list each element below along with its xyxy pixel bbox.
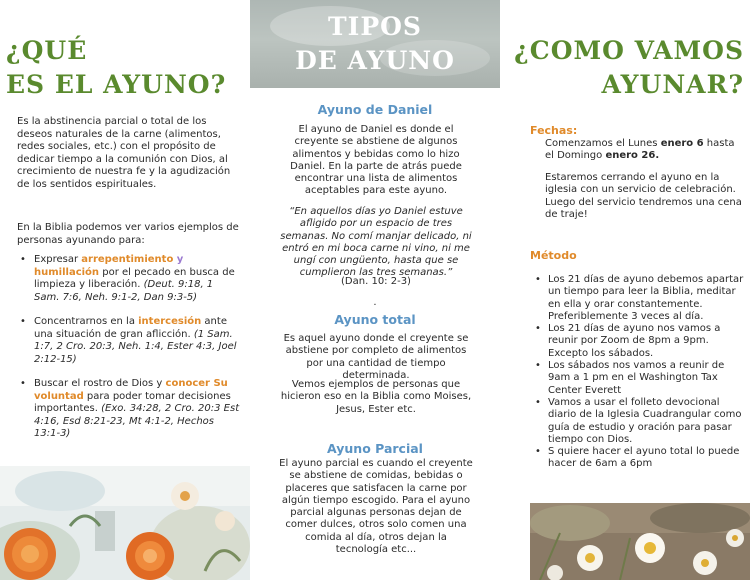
left-panel bbox=[0, 0, 250, 580]
highlight-intercession: intercesión bbox=[138, 316, 202, 327]
title-line-1: ¿QUÉ bbox=[6, 36, 88, 65]
method-list bbox=[535, 274, 745, 471]
partial-fast-heading: Ayuno Parcial bbox=[327, 441, 423, 456]
start-date: enero 6 bbox=[660, 138, 704, 149]
dates-text: Comenzamos el Lunes enero 6 hasta el Domingo enero 26. bbox=[545, 138, 735, 162]
flowers-photo bbox=[0, 466, 250, 580]
fasting-definition: Es la abstinencia parcial o total de los deseos naturales de la carne (alimentos, redes sociales, etc.) con el propósito de dedicar tiempo a la comunión con Dios, al crecimiento de nuestra fe y la agudización de los sentidos espirituales. bbox=[17, 116, 231, 190]
end-date: enero 26. bbox=[605, 150, 660, 162]
middle-panel bbox=[250, 0, 500, 580]
highlight-will: conocer Su voluntad bbox=[34, 378, 228, 402]
list-item: • S quiere hacer el ayuno total lo puede hacer de 6am a 6pm bbox=[535, 446, 745, 471]
scripture-reference: (1 Sam. 1:7, 2 Cro. 20:3, Neh. 1:4, Ester 4:3, Joel 2:12-15) bbox=[34, 328, 237, 365]
scripture-reference: (Deut. 9:18, 1 Sam. 7:6, Neh. 9:1-2, Dan 9:3-5) bbox=[34, 279, 214, 303]
types-of-fasting-title: TIPOS DE AYUNO bbox=[295, 12, 455, 75]
list-item: • Expresar arrepentimiento y humillación por el pecado en busca de limpieza y liberación. (Deut. 9:18, 1 Sam. 7:6, Neh. 9:1-2, Dan 9:3-5) bbox=[20, 254, 240, 304]
bible-examples-intro: En la Biblia podemos ver varios ejemplos de personas ayunando para: bbox=[17, 222, 239, 246]
list-item: • Los sábados nos vamos a reunir de 9am a 1 pm en el Washington Tax Center Everett bbox=[535, 360, 745, 397]
separator-dot: . bbox=[373, 297, 377, 308]
list-item: • Concentrarnos en la intercesión ante una situación de gran aflicción. (1 Sam. 1:7, 2 Cro. 20:3, Neh. 1:4, Ester 4:3, Joel 2:12-15) bbox=[20, 316, 240, 366]
highlight-repentance: arrepentimiento bbox=[81, 254, 174, 265]
daniel-quote-reference: (Dan. 10: 2-3) bbox=[341, 276, 411, 287]
how-will-we-fast-title: ¿COMO VAMOS AYUNAR? bbox=[514, 36, 744, 99]
list-item: • Los 21 días de ayuno nos vamos a reunir por Zoom de 8pm a 9pm. Excepto los sábados. bbox=[535, 323, 745, 360]
method-label: Método bbox=[530, 249, 577, 262]
list-item: • Vamos a usar el folleto devocional diario de la Iglesia Cuadrangular como guía de estudio y oración para pasar tiempo con Dios. bbox=[535, 397, 745, 446]
dates-label: Fechas: bbox=[530, 124, 578, 137]
total-fast-examples: Vemos ejemplos de personas que hicieron eso en la Biblia como Moises, Jesus, Ester etc. bbox=[280, 379, 472, 415]
daniel-quote: “En aquellos días yo Daniel estuve afligido por un espacio de tres semanas. No comí manjar delicado, ni entró en mi boca carne ni vino, ni me ungí con ungüento, hasta que se cumplieron las tres semanas.” bbox=[280, 206, 472, 279]
total-fast-text: Es aquel ayuno donde el creyente se abstiene por completo de alimentos por una cantidad de tiempo determinada. bbox=[283, 333, 469, 381]
purposes-list bbox=[20, 254, 240, 453]
daisies-photo bbox=[530, 503, 750, 580]
scripture-reference: (Exo. 34:28, 2 Cro. 20:3 Est 4:16, Esd 8:21-23, Mt 4:1-2, Hechos 13:1-3) bbox=[34, 403, 240, 439]
closing-service-text: Estaremos cerrando el ayuno en la iglesia con un servicio de celebración. Luego del servicio tendremos una cena de traje! bbox=[545, 172, 742, 220]
list-item: • Buscar el rostro de Dios y conocer Su voluntad para poder tomar decisiones importantes. (Exo. 34:28, 2 Cro. 20:3 Est 4:16, Esd 8:21-23, Mt 4:1-2, Hechos 13:1-3) bbox=[20, 378, 240, 441]
highlight-humility: humillación bbox=[34, 266, 100, 278]
total-fast-heading: Ayuno total bbox=[334, 312, 416, 327]
daniel-fast-text: El ayuno de Daniel es donde el creyente se abstiene de algunos alimentos y bebidas como lo hizo Daniel. En la parte de atrás puede encontrar una lista de alimentos aceptables para este ayuno. bbox=[290, 124, 462, 197]
what-is-fasting-title bbox=[6, 34, 226, 102]
title-line-2: ES EL AYUNO? bbox=[6, 70, 227, 99]
right-panel bbox=[500, 0, 750, 580]
partial-fast-text: El ayuno parcial es cuando el creyente se abstiene de comidas, bebidas o placeres que satisfacen la carne por algún tiempo escogido. Para el ayuno parcial algunas personas dejan de comer dulces, otros solo comen una comida al día, otros dejan la tecnología etc... bbox=[279, 458, 473, 556]
list-item: • Los 21 días de ayuno debemos apartar un tiempo para leer la Biblia, meditar en ella y orar constantemente. Preferiblemente 3 veces al día. bbox=[535, 274, 745, 323]
daniel-fast-heading: Ayuno de Daniel bbox=[317, 102, 433, 117]
